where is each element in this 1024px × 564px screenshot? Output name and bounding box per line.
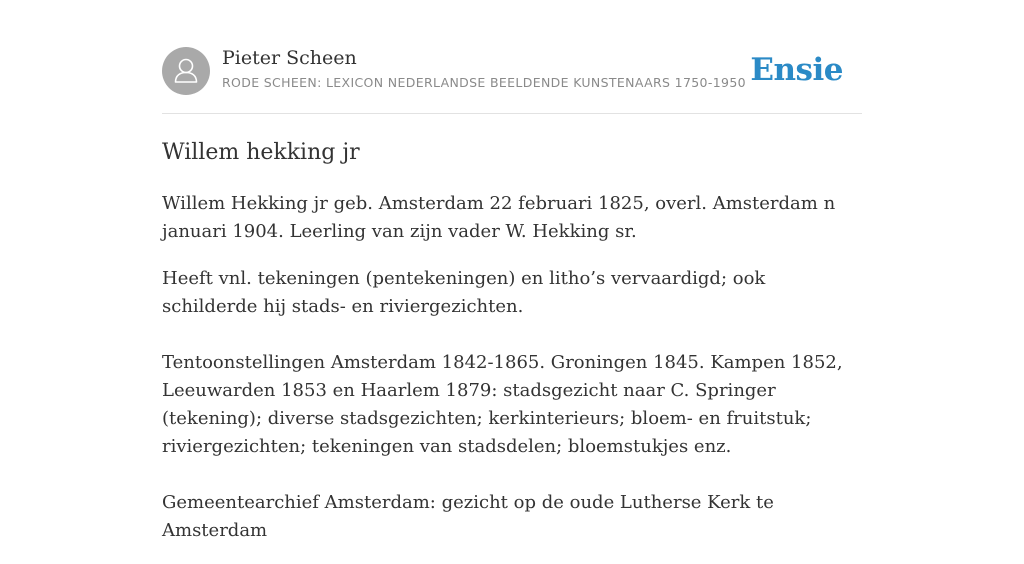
article-paragraph: Heeft vnl. tekeningen (pentekeningen) en litho’s vervaardigd; ook schilderde hij stads- en riviergezichten.	[162, 268, 766, 317]
author-avatar[interactable]	[162, 47, 210, 95]
article-paragraph: Gemeentearchief Amsterdam: gezicht op de oude Lutherse Kerk te Amsterdam	[162, 492, 774, 541]
article-body	[162, 190, 862, 564]
article-title: Willem hekking jr	[162, 140, 360, 165]
article-paragraph: Willem Hekking jr geb. Amsterdam 22 februari 1825, overl. Amsterdam n januari 1904. Leerling van zijn vader W. Hekking sr.	[162, 193, 836, 242]
source-title[interactable]: RODE SCHEEN: LEXICON NEDERLANDSE BEELDENDE KUNSTENAARS 1750-1950	[222, 75, 746, 90]
user-silhouette-icon	[162, 47, 210, 95]
article-paragraph: Tentoonstellingen Amsterdam 1842-1865. Groningen 1845. Kampen 1852, Leeuwarden 1853 en Haarlem 1879: stadsgezicht naar C. Springer (tekening); diverse stadsgezichten; kerkinterieurs; bloem- en fruitstuk; riviergezichten; tekeningen van stadsdelen; bloemstukjes enz.	[162, 352, 843, 457]
ensie-logo[interactable]: Ensie	[750, 52, 843, 88]
author-name[interactable]: Pieter Scheen	[222, 47, 357, 69]
article-header	[162, 46, 862, 114]
